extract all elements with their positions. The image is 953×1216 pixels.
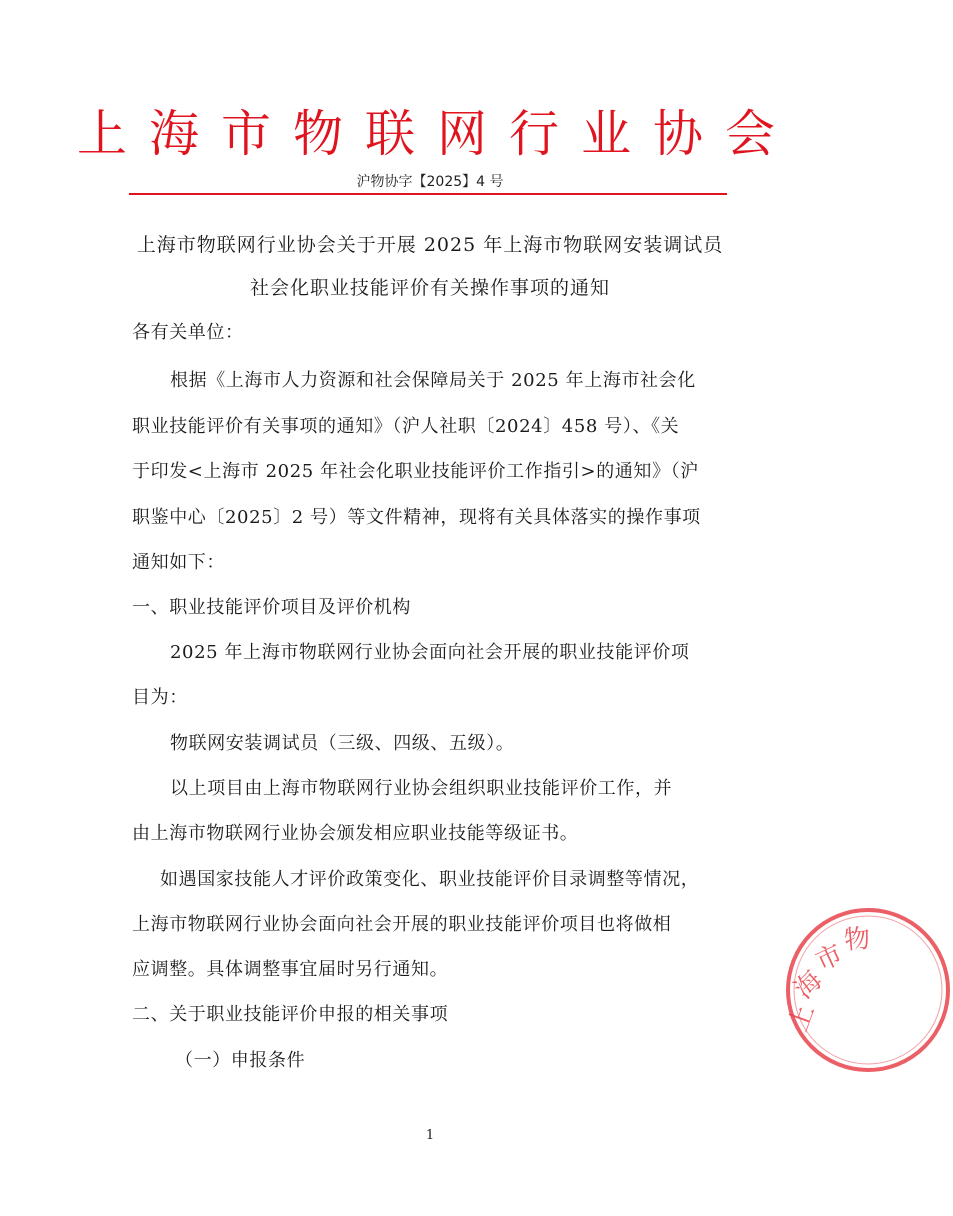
paragraph-line: 通知如下： — [132, 552, 225, 573]
section-heading: 一、职业技能评价项目及评价机构 — [132, 597, 411, 618]
paragraph-line: 如遇国家技能人才评价政策变化、职业技能评价目录调整等情况， — [160, 869, 700, 890]
svg-text:市: 市 — [811, 939, 848, 978]
paragraph-line: 物联网安装调试员（三级、四级、五级）。 — [170, 733, 515, 754]
notice-title-line-1: 上海市物联网行业协会关于开展 2025 年上海市物联网安装调试员 — [136, 234, 724, 256]
paragraph-line: 职鉴中心〔2025〕2 号）等文件精神，现将有关具体落实的操作事项 — [132, 507, 701, 528]
paragraph-line: 应调整。具体调整事宜届时另行通知。 — [132, 959, 449, 980]
section-heading: 二、关于职业技能评价申报的相关事项 — [132, 1004, 449, 1025]
subsection-heading: （一）申报条件 — [175, 1050, 306, 1071]
svg-text:物: 物 — [842, 923, 872, 956]
paragraph-line: 根据《上海市人力资源和社会保障局关于 2025 年上海市社会化 — [170, 370, 696, 391]
svg-text:上: 上 — [783, 1000, 821, 1036]
paragraph-line: 由上海市物联网行业协会颁发相应职业技能等级证书。 — [132, 823, 579, 844]
notice-title-line-2: 社会化职业技能评价有关操作事项的通知 — [249, 277, 610, 299]
salutation: 各有关单位： — [132, 322, 244, 343]
paragraph-line: 职业技能评价有关事项的通知》（沪人社职〔2024〕458 号）、《关 — [132, 416, 680, 437]
paragraph-line: 以上项目由上海市物联网行业协会组织职业技能评价工作，并 — [170, 778, 673, 799]
paragraph-line: 上海市物联网行业协会面向社会开展的职业技能评价项目也将做相 — [132, 914, 672, 935]
document-number: 沪物协字【2025】4 号 — [356, 174, 504, 190]
header-divider — [129, 193, 727, 195]
paragraph-line: 2025 年上海市物联网行业协会面向社会开展的职业技能评价项 — [170, 642, 690, 663]
official-seal-image — [783, 905, 953, 1075]
paragraph-line: 于印发<上海市 2025 年社会化职业技能评价工作指引>的通知》（沪 — [132, 461, 699, 482]
page-number: 1 — [425, 1128, 435, 1143]
paragraph-line: 目为： — [132, 687, 188, 708]
organization-header: 上海市物联网行业协会 — [77, 105, 797, 163]
svg-text:海: 海 — [788, 965, 829, 1005]
